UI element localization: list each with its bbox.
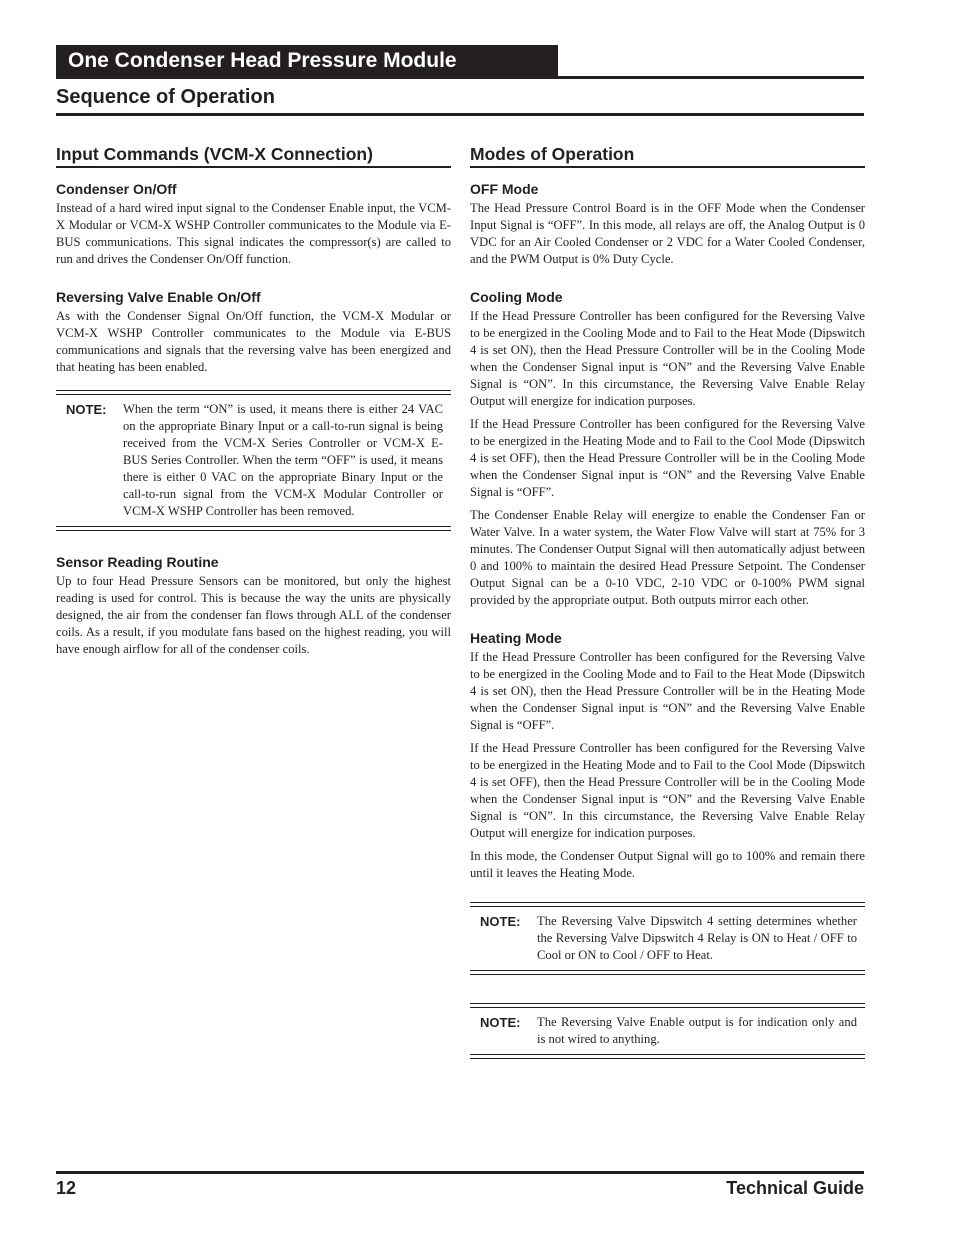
note-label: NOTE: (66, 402, 107, 417)
note-text: When the term “ON” is used, it means there is either 24 VAC on the appropriate Binary Input or a call-to-run signal is being received from the VCM-X Series Controller or VCM-X E-BUS Series Controller. When the term “OFF” is used, it means there is either 0 VAC on the appropriate Binary Input or the call-to-run signal from the VCM-X Modular Controller or VCM-X WSHP Controller has been removed. (123, 402, 443, 518)
note-box-dipswitch (470, 902, 865, 975)
note-box-indication (470, 1003, 865, 1059)
reversing-valve-text: As with the Condenser Signal On/Off function, the VCM-X Modular or VCM-X WSHP Controller communicates to the Module via E-BUS communications and signals that the reversing valve has been energized and that heating has been enabled. (56, 309, 451, 374)
heating-mode-heading: Heating Mode (470, 630, 562, 646)
note-text: The Reversing Valve Enable output is for indication only and is not wired to anything. (537, 1015, 857, 1046)
heating-mode-p2: If the Head Pressure Controller has been configured for the Reversing Valve to be energized in the Heating Mode and to Fail to the Cool Mode (Dipswitch 4 is set OFF), then the Head Pressure Controller will be in the Cooling Mode when the Condenser Signal input is “ON” and the Reversing Valve Enable Signal is “ON”. In this circumstance, the Reversing Valve Enable Relay Output will energize for indication purposes. (470, 741, 865, 840)
off-mode-heading: OFF Mode (470, 181, 539, 197)
condenser-onoff-heading: Condenser On/Off (56, 181, 177, 197)
cooling-mode-p2: If the Head Pressure Controller has been configured for the Reversing Valve to be energized in the Heating Mode and to Fail to the Cool Mode (Dipswitch 4 is set OFF), then the Head Pressure Controller will be in the Cooling Mode when the Condenser Signal input is “ON” and the Reversing Valve Enable Signal is “OFF”. (470, 417, 865, 499)
title-rule (56, 113, 864, 116)
heating-mode-p3: In this mode, the Condenser Output Signal will go to 100% and remain there until it leaves the Heating Mode. (470, 849, 865, 880)
sensor-reading-heading: Sensor Reading Routine (56, 554, 219, 570)
note-text: The Reversing Valve Dipswitch 4 setting determines whether the Reversing Valve Dipswitch 4 Relay is ON to Heat / OFF to Cool or ON to Cool / OFF to Heat. (537, 914, 857, 962)
right-column (470, 142, 865, 1059)
banner-rule (56, 76, 864, 79)
footer-guide-title: Technical Guide (726, 1178, 864, 1198)
input-commands-heading: Input Commands (VCM-X Connection) (56, 142, 451, 168)
heating-mode-p1: If the Head Pressure Controller has been configured for the Reversing Valve to be energized in the Cooling Mode and to Fail to the Heat Mode (Dipswitch 4 is set ON), then the Head Pressure Controller will be in the Heating Mode when the Condenser Signal input is “ON” and the Reversing Valve Enable Signal is “OFF”. (470, 650, 865, 732)
page-title: Sequence of Operation (56, 86, 275, 108)
condenser-onoff-text: Instead of a hard wired input signal to the Condenser Enable input, the VCM-X Modular or VCM-X WSHP Controller communicates to the Module via E-BUS communications. This signal indicates the compressor(s) are called to run and drives the Condenser On/Off function. (56, 201, 451, 266)
section-banner: One Condenser Head Pressure Module (56, 45, 558, 77)
modes-heading: Modes of Operation (470, 142, 865, 168)
note-box-on-off (56, 390, 451, 531)
reversing-valve-heading: Reversing Valve Enable On/Off (56, 289, 261, 305)
sensor-reading-text: Up to four Head Pressure Sensors can be monitored, but only the highest reading is used for control. This is because the way the units are physically designed, the air from the condenser fan flows through ALL of the condenser coils. As a result, if you modulate fans based on the highest reading, you will have enough airflow for all of the condenser coils. (56, 574, 451, 656)
cooling-mode-heading: Cooling Mode (470, 289, 563, 305)
off-mode-text: The Head Pressure Control Board is in the OFF Mode when the Condenser Input Signal is “OFF”. In this mode, all relays are off, the Analog Output is 0 VDC for an Air Cooled Condenser or 2 VDC for a Water Cooled Condenser, and the PWM Output is 0% Duty Cycle. (470, 201, 865, 266)
cooling-mode-p1: If the Head Pressure Controller has been configured for the Reversing Valve to be energized in the Cooling Mode and to Fail to the Heat Mode (Dipswitch 4 is set ON), then the Head Pressure Controller will be in the Cooling Mode when the Condenser Signal input is “ON” and the Reversing Valve Enable Signal is “ON”. In this circumstance, the Reversing Valve Enable Relay Output will energize for indication purposes. (470, 309, 865, 408)
page-number: 12 (56, 1178, 77, 1198)
left-column (56, 142, 451, 664)
note-label: NOTE: (480, 914, 521, 929)
cooling-mode-p3: The Condenser Enable Relay will energize to enable the Condenser Fan or Water Valve. In a water system, the Water Flow Valve will start at 75% for 3 minutes. The Condenser Output Signal will then automatically adjust between 0 and 100% to maintain the desired Head Pressure Setpoint. The Condenser Output Signal can be a 0-10 VDC, 2-10 VDC or 0-100% PWM signal provided by the appropriate output. Both outputs mirror each other. (470, 508, 865, 607)
footer-rule (56, 1171, 864, 1174)
note-label: NOTE: (480, 1015, 521, 1030)
